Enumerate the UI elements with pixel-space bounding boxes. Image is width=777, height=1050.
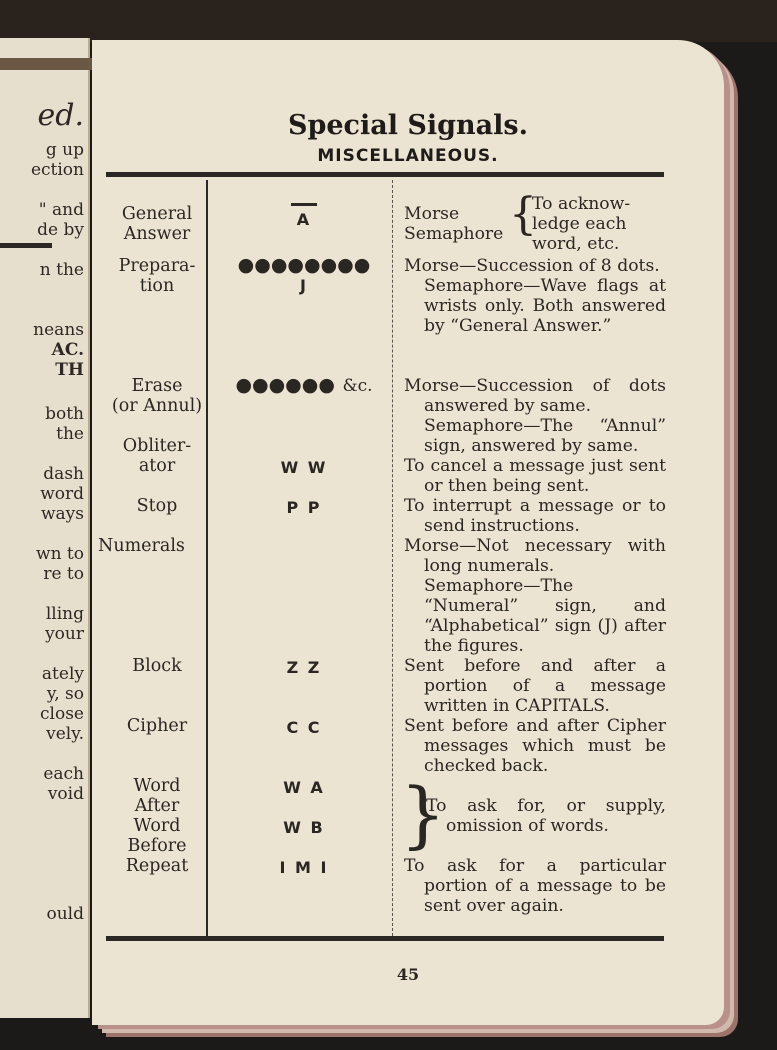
dots-icon: ●●●●●● bbox=[235, 374, 335, 396]
signal-desc-numerals: Morse—Not necessary with long numerals. Semaphore—The “Numeral” sign, and “Alphabetical” sign (J) after the figures. bbox=[404, 536, 666, 656]
signal-desc-stop: To interrupt a message or to send instructions. bbox=[404, 496, 666, 536]
signal-desc-repeat: To ask for a particular portion of a message to be sent over again. bbox=[404, 856, 666, 916]
signal-name-word-after: Word After bbox=[133, 776, 181, 816]
top-rule bbox=[106, 172, 664, 177]
signal-code-block: Z Z bbox=[286, 658, 322, 677]
brace-icon: { bbox=[400, 772, 446, 856]
signal-code-word-after: W A bbox=[283, 778, 325, 797]
signal-desc-word: To ask for, or supply, omission of words. bbox=[426, 796, 666, 836]
left-fragment: ately bbox=[41, 664, 84, 684]
left-fragment: lling bbox=[45, 604, 84, 624]
general-answer-desc bbox=[532, 194, 668, 254]
left-fragment: AC. bbox=[51, 340, 84, 360]
left-fragment: the bbox=[56, 424, 84, 444]
left-fragment: ways bbox=[40, 504, 84, 524]
signal-name-repeat: Repeat bbox=[125, 856, 189, 876]
signal-name-obliterator: Obliter- ator bbox=[122, 436, 192, 476]
left-fragment: TH bbox=[55, 360, 84, 380]
bottom-rule bbox=[106, 936, 664, 941]
left-fragment: void bbox=[47, 784, 84, 804]
left-fragment: y, so bbox=[46, 684, 84, 704]
signal-code-cipher: C C bbox=[286, 718, 322, 737]
page-subtitle: MISCELLANEOUS. bbox=[317, 146, 499, 166]
left-page-fragment bbox=[0, 38, 90, 1018]
signal-name-cipher: Cipher bbox=[126, 716, 188, 736]
page-number: 45 bbox=[396, 965, 420, 984]
desc-line: word, etc. bbox=[532, 234, 620, 254]
left-fragment: neans bbox=[33, 320, 84, 340]
left-fragment: word bbox=[40, 484, 84, 504]
signal-name-general-answer: General Answer bbox=[121, 204, 193, 244]
open-book bbox=[0, 30, 760, 1020]
left-rule bbox=[0, 243, 52, 248]
left-fragment: re to bbox=[43, 564, 84, 584]
morse-label: Morse bbox=[404, 204, 460, 224]
desc-line: ledge each bbox=[532, 214, 627, 234]
left-fragment: ection bbox=[30, 160, 84, 180]
signal-name-numerals: Numerals bbox=[98, 536, 185, 556]
page-title: Special Signals. bbox=[287, 110, 529, 141]
signal-name-block: Block bbox=[132, 656, 182, 676]
desc-line: To acknow- bbox=[532, 194, 631, 214]
left-fragment: " and bbox=[38, 200, 84, 220]
left-fragment: close bbox=[40, 704, 84, 724]
signal-desc-erase: Morse—Succession of dots answered by same. Semaphore—The “Annul” sign, answered by same. bbox=[404, 376, 666, 456]
general-answer-labels bbox=[404, 204, 504, 244]
signal-name-preparation: Prepara- tion bbox=[118, 256, 196, 296]
left-fragment: n the bbox=[39, 260, 84, 280]
left-fragment: each bbox=[43, 764, 84, 784]
signal-name-word-before: Word Before bbox=[127, 816, 187, 856]
left-fragment: your bbox=[45, 624, 84, 644]
semaphore-label: Semaphore bbox=[404, 224, 504, 244]
signal-code-stop: P P bbox=[286, 498, 322, 517]
brace-icon: { bbox=[509, 189, 537, 240]
signal-code-general-answer: A bbox=[210, 203, 398, 229]
signal-desc-obliterator: To cancel a message just sent or then being sent. bbox=[404, 456, 666, 496]
signal-desc-cipher: Sent before and after Cipher messages which must be checked back. bbox=[404, 716, 666, 776]
signal-desc-preparation: Morse—Succession of 8 dots. Semaphore—Wave flags at wrists only. Both answered by “General Answer.” bbox=[404, 256, 666, 336]
signal-desc-block: Sent before and after a portion of a message written in CAPITALS. bbox=[404, 656, 666, 716]
signal-code-word-before: W B bbox=[283, 818, 325, 837]
left-fragment: ould bbox=[46, 904, 84, 924]
signal-code-erase: ●●●●●● &c. bbox=[235, 374, 373, 396]
left-fragment: wn to bbox=[36, 544, 84, 564]
left-fragment: both bbox=[45, 404, 84, 424]
dots-icon: ●●●●●●●● bbox=[237, 254, 371, 276]
left-fragment: vely. bbox=[46, 724, 84, 744]
overline-mark bbox=[291, 203, 317, 206]
left-fragment: de by bbox=[37, 220, 84, 240]
left-fragment: g up bbox=[45, 140, 84, 160]
left-fragment: dash bbox=[43, 464, 84, 484]
signal-code-obliterator: W W bbox=[280, 458, 328, 477]
right-page bbox=[92, 40, 724, 1025]
signal-name-erase: Erase (or Annul) bbox=[111, 376, 203, 416]
signal-code-repeat: I M I bbox=[279, 858, 329, 877]
signal-code-preparation: ●●●●●●●● J bbox=[210, 254, 398, 295]
left-fragment: ed. bbox=[37, 98, 84, 133]
signal-name-stop: Stop bbox=[136, 496, 178, 516]
